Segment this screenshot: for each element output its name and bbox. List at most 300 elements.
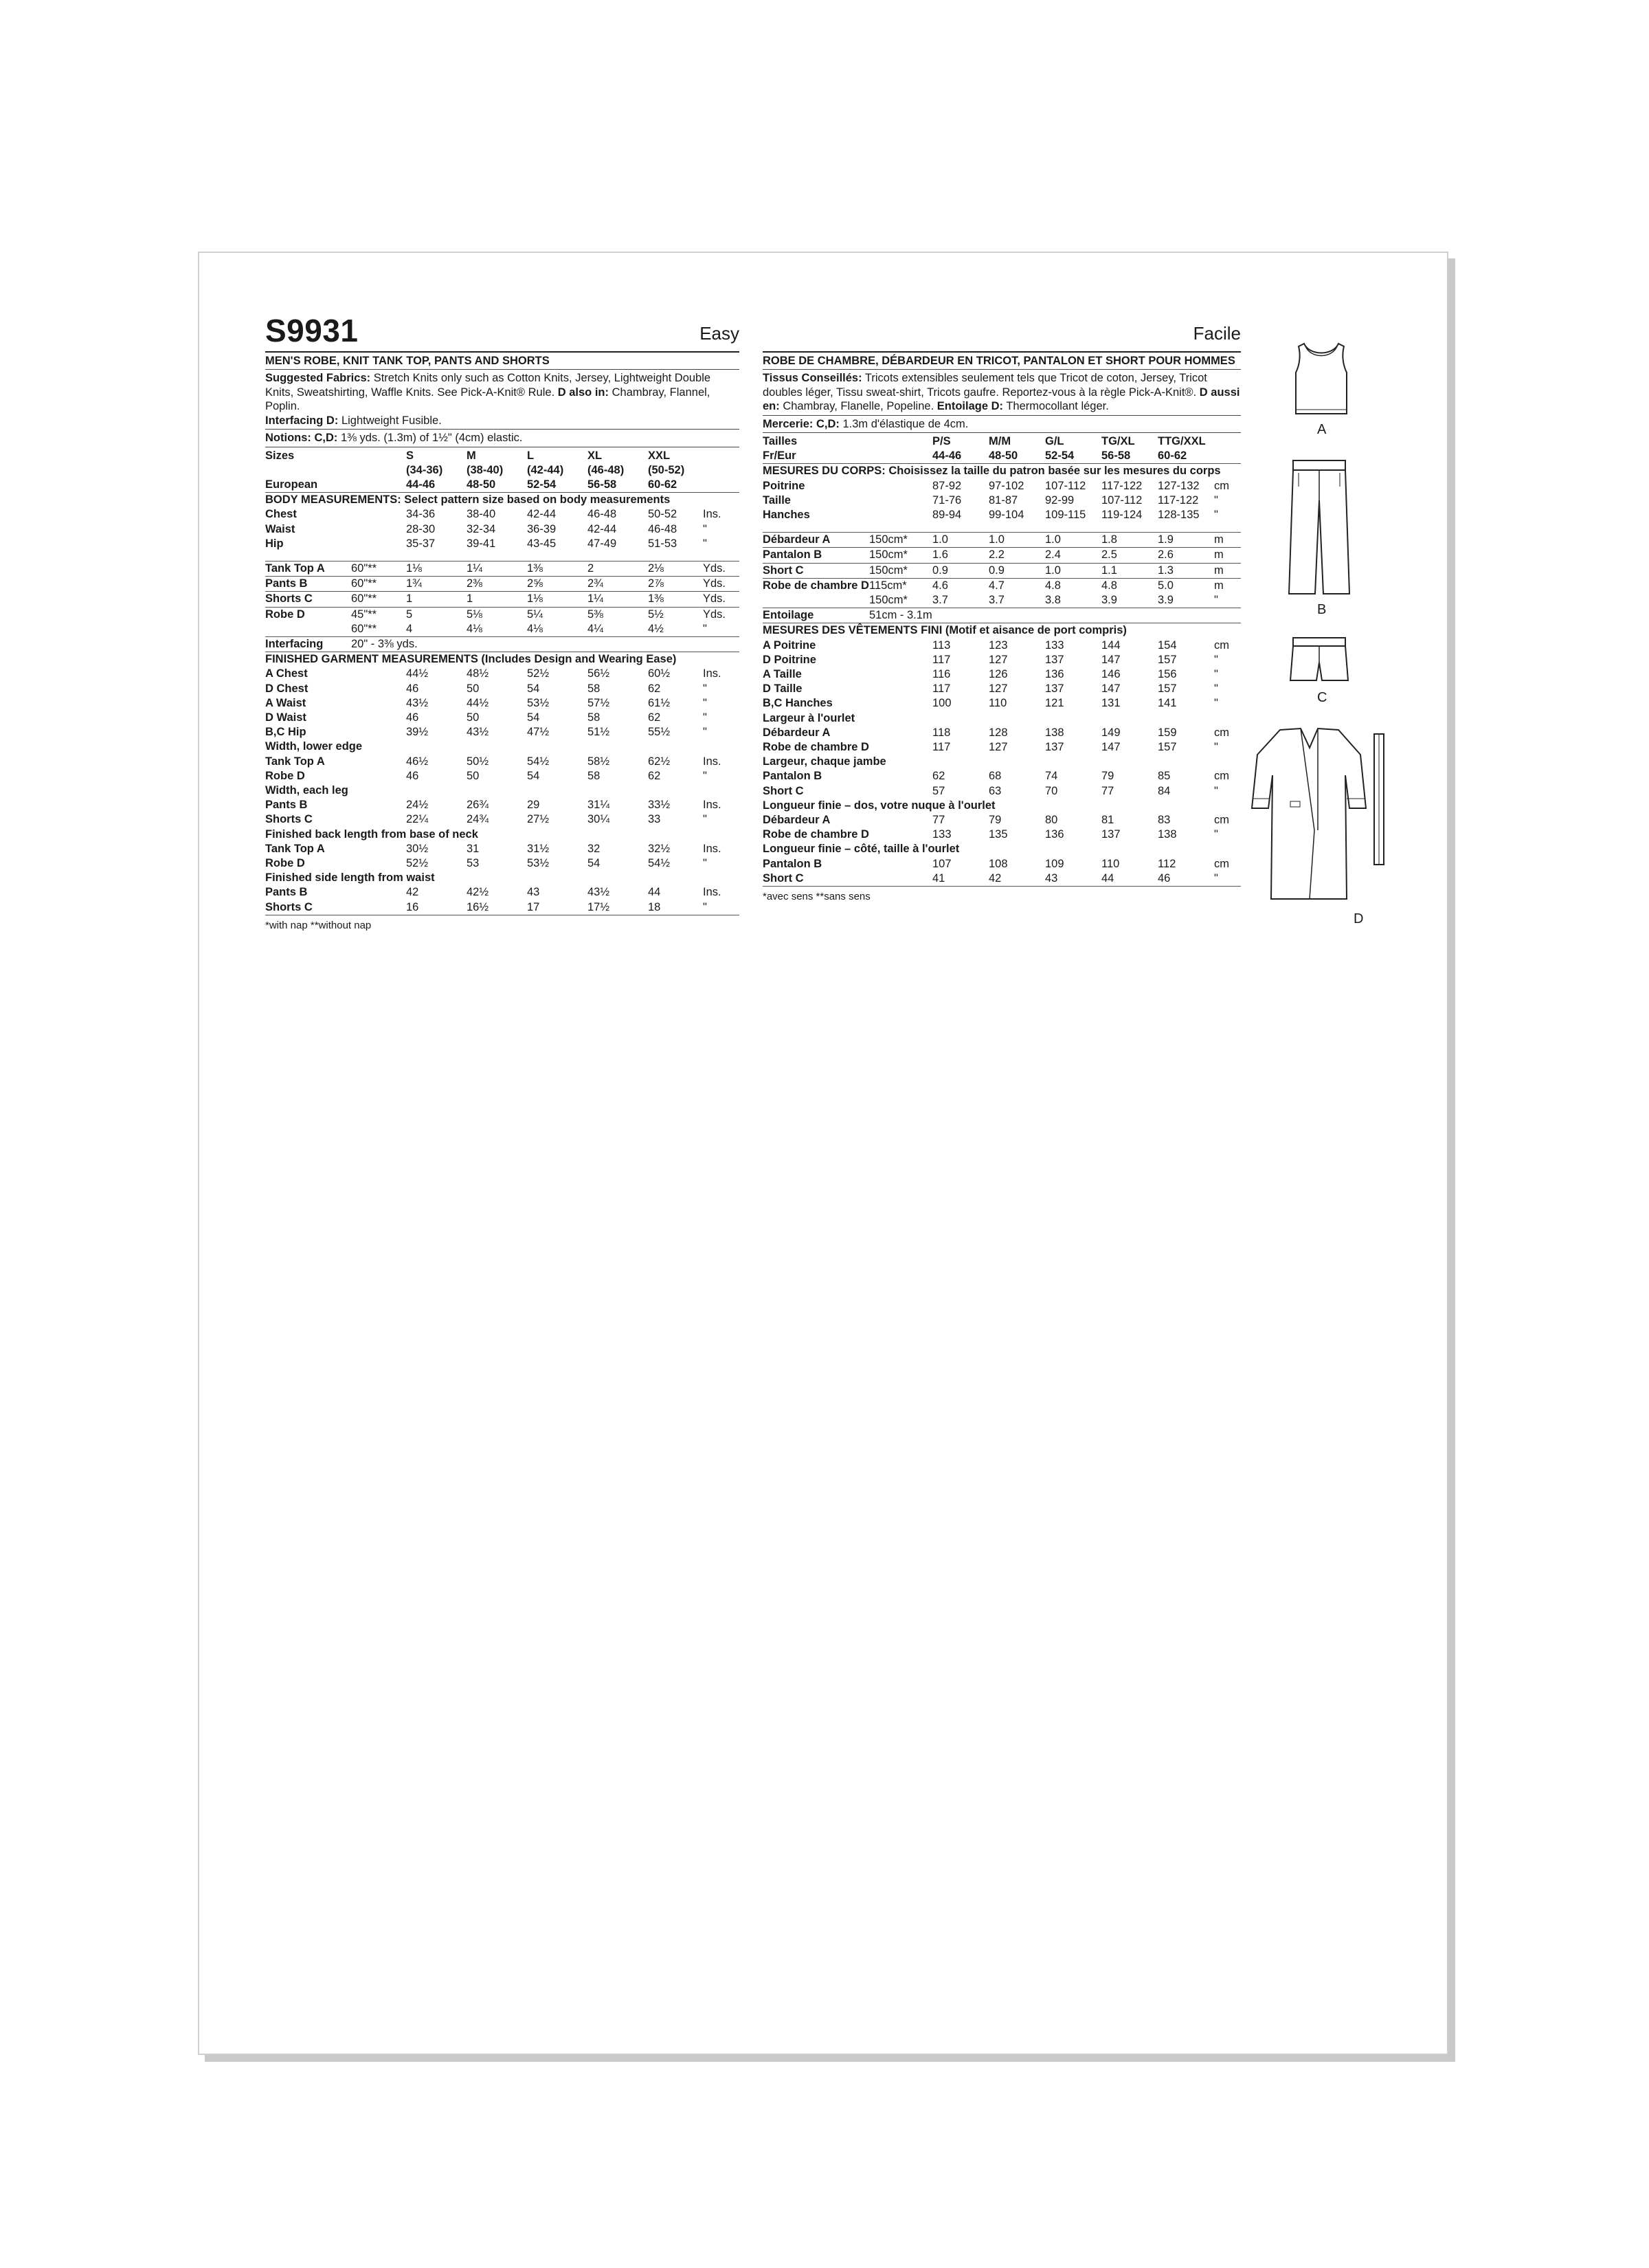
cell-value: 54½ (527, 755, 550, 768)
spacer (703, 478, 739, 493)
unit: " (703, 622, 739, 637)
cell-value: 35-37 (406, 537, 436, 550)
row-label: Robe de chambre D (763, 741, 869, 754)
cell-value: 1 (467, 592, 527, 607)
spacer (351, 856, 406, 871)
table-row (763, 508, 1241, 522)
interfacing-text: Interfacing D: Lightweight Fusible. (265, 414, 442, 427)
row-label: Entoilage (763, 608, 869, 623)
cell-value: 1.9 (1158, 533, 1214, 548)
cell-value: 146 (1101, 668, 1121, 681)
table-row (763, 493, 1241, 508)
yardage-row (265, 622, 739, 637)
cell-value: 81-87 (989, 493, 1018, 507)
row-label: Pantalon B (763, 770, 822, 783)
fabric-width: 60"** (351, 561, 406, 576)
cell-value: 83 (1158, 814, 1171, 827)
row-label: Waist (265, 522, 295, 535)
spacer (265, 551, 351, 562)
cell-value: 147 (1101, 741, 1121, 754)
cell-value: 4½ (648, 622, 703, 637)
cell-value: 1¾ (406, 577, 467, 592)
table-row (265, 871, 739, 885)
cell-value: 87-92 (932, 479, 962, 492)
cell-value: 2.6 (1158, 548, 1214, 563)
row-label: B,C Hip (265, 726, 306, 739)
table-row (763, 813, 1241, 827)
cell-value: 117-122 (1101, 479, 1143, 492)
cell-value: 138 (1045, 726, 1064, 739)
row-label: B,C Hanches (763, 697, 833, 710)
cell-value: 52½ (406, 856, 429, 869)
cell-value: 39½ (406, 726, 429, 739)
cell-value: 42 (989, 871, 1045, 887)
european-size: 60-62 (648, 478, 703, 493)
european-row (763, 449, 1241, 464)
european-size: 60-62 (1158, 449, 1214, 464)
cell-value: 137 (1045, 653, 1064, 666)
cell-value: 62 (932, 770, 945, 783)
spacer (467, 551, 527, 562)
cell-value: 126 (989, 668, 1008, 681)
table-row (763, 653, 1241, 667)
spacer (351, 463, 406, 478)
cell-value: 97-102 (989, 479, 1024, 492)
cell-value: 117 (932, 653, 951, 666)
cell-value: 52½ (527, 667, 550, 680)
cell-value: 24½ (406, 799, 429, 812)
european-size: 44-46 (932, 449, 989, 464)
spacer (351, 667, 406, 681)
cell-value: 137 (1045, 682, 1064, 696)
table-row (763, 842, 1241, 856)
cell-value: 55½ (648, 726, 671, 739)
cell-value: 42½ (467, 886, 489, 899)
unit: " (703, 682, 707, 695)
cell-value: 54 (527, 769, 540, 782)
cell-value: 62½ (648, 755, 671, 768)
unit: m (1214, 548, 1241, 563)
spacer (869, 696, 932, 711)
size-range: (42-44) (527, 463, 564, 476)
spacer (869, 638, 932, 653)
cell-value: 0.9 (989, 563, 1045, 578)
subheading: Width, lower edge (265, 740, 363, 753)
cell-value: 58½ (587, 755, 610, 768)
spacer (265, 463, 351, 478)
cell-value: 44 (1101, 871, 1158, 887)
interfacing-value: 51cm - 3.1m (869, 608, 1241, 623)
cell-value: 0.9 (932, 563, 989, 578)
row-label: Short C (763, 784, 804, 797)
row-label: Hip (265, 537, 284, 550)
cell-value: 2 (587, 561, 648, 576)
unit: " (1214, 697, 1218, 710)
unit: " (703, 900, 739, 915)
cell-value: 1.0 (1045, 563, 1101, 578)
cell-value: 159 (1158, 726, 1177, 739)
unit: cm (1214, 479, 1229, 492)
spacer (351, 537, 406, 551)
view-label-b: B (1317, 602, 1327, 617)
unit: " (1214, 668, 1218, 681)
unit: " (703, 522, 707, 535)
fabrics-text-fr: Tissus Conseillés: Tricots extensibles seulement tels que Tricot de coton, Jersey, Tricot doubles léger, Tissu sweat-shirt, Tricots gaufre. Reportez-vous à la règle Pick-A-Knit®. D aussi en: Chambray, Flanelle, Popeline. Entoilage D: Thermocollant léger. (763, 372, 1240, 412)
size-code: P/S (932, 435, 951, 447)
cell-value: 17½ (587, 900, 648, 915)
cell-value: 1¼ (587, 592, 648, 607)
cell-value: 50½ (467, 755, 489, 768)
cell-value: 4⅛ (527, 622, 587, 637)
table-row (265, 755, 739, 769)
cell-value: 123 (989, 638, 1008, 652)
subheading: Longueur finie – côté, taille à l'ourlet (763, 843, 960, 856)
cell-value: 47-49 (587, 537, 617, 550)
unit: Yds. (703, 592, 739, 607)
cell-value: 4.8 (1101, 579, 1117, 592)
fabric-width: 150cm* (869, 533, 932, 548)
cell-value: 74 (1045, 770, 1058, 783)
cell-value: 2¾ (587, 577, 648, 592)
unit: cm (1214, 770, 1229, 783)
cell-value: 1.6 (932, 548, 989, 563)
cell-value: 118 (932, 726, 951, 739)
unit: cm (1214, 857, 1229, 870)
yardage-row (763, 533, 1241, 548)
cell-value: 154 (1158, 638, 1177, 652)
cell-value: 149 (1101, 726, 1121, 739)
table-row (265, 696, 739, 711)
table-row (763, 769, 1241, 783)
cell-value: 62 (648, 682, 661, 695)
unit: cm (1214, 814, 1229, 827)
cell-value: 62 (648, 769, 661, 782)
row-label: Débardeur A (763, 533, 869, 548)
cell-value: 4.6 (932, 579, 948, 592)
size-code: TG/XL (1101, 435, 1135, 447)
yardage-row (763, 578, 1241, 593)
table-row (265, 885, 739, 900)
cell-value: 89-94 (932, 509, 962, 522)
subheading: Longueur finie – dos, votre nuque à l'ourlet (763, 799, 996, 812)
cell-value: 53 (467, 856, 480, 869)
size-ranges-row (265, 463, 739, 478)
unit: Yds. (703, 608, 726, 621)
table-row (265, 812, 739, 827)
size-code: XXL (648, 449, 671, 462)
row-label: A Poitrine (763, 638, 816, 652)
finished-heading (763, 623, 1241, 638)
table-row (265, 856, 739, 871)
french-column (763, 318, 1241, 904)
unit: Ins. (703, 799, 721, 812)
cell-value: 100 (932, 697, 952, 710)
yardage-row (763, 563, 1241, 578)
table-row (763, 479, 1241, 493)
cell-value: 32 (587, 842, 601, 855)
tank-top-icon (1290, 342, 1352, 418)
unit: " (1214, 871, 1241, 887)
spacer (869, 827, 932, 842)
table-row (763, 682, 1241, 696)
spacer (351, 798, 406, 812)
cell-value: 147 (1101, 653, 1121, 666)
cell-value: 2.5 (1101, 548, 1158, 563)
spacer (869, 667, 932, 682)
robe-icon (1249, 727, 1387, 906)
spacer (587, 551, 648, 562)
cell-value: 29 (527, 799, 540, 812)
row-label: Robe D (265, 608, 305, 621)
cell-value: 38-40 (467, 508, 496, 521)
spacer (351, 711, 406, 725)
row-label: Pants B (265, 577, 351, 592)
spacer (351, 551, 406, 562)
cell-value: 56½ (587, 667, 610, 680)
cell-value: 4 (406, 622, 467, 637)
body-heading (763, 464, 1241, 479)
table-row (763, 799, 1241, 813)
cell-value: 79 (989, 814, 1002, 827)
unit: " (1214, 593, 1241, 608)
table-row (763, 711, 1241, 726)
interfacing-row (265, 636, 739, 652)
cell-value: 5¼ (527, 608, 543, 621)
european-size: 48-50 (467, 478, 527, 493)
cell-value: 43½ (467, 726, 489, 739)
cell-value: 58 (587, 711, 601, 724)
european-size: 56-58 (1101, 449, 1158, 464)
cell-value: 141 (1158, 697, 1177, 710)
unit: " (703, 711, 707, 724)
cell-value: 43-45 (527, 537, 557, 550)
unit: " (703, 769, 707, 782)
unit: cm (1214, 638, 1229, 652)
cell-value: 42 (406, 886, 419, 899)
cell-value: 16½ (467, 900, 527, 915)
section-heading: MESURES DES VÊTEMENTS FINI (Motif et aisance de port compris) (763, 624, 1127, 637)
spacer (869, 740, 932, 755)
cell-value: 3.8 (1045, 593, 1101, 608)
spacer (1214, 449, 1241, 464)
spacer (869, 493, 932, 508)
unit: Ins. (703, 508, 721, 521)
table-row (265, 827, 739, 842)
cell-value: 80 (1045, 814, 1058, 827)
cell-value: 1⅛ (406, 561, 467, 576)
cell-value: 58 (587, 682, 601, 695)
section-heading: MESURES DU CORPS: Choisissez la taille du patron basée sur les mesures du corps (763, 465, 1221, 478)
cell-value: 112 (1158, 857, 1176, 870)
cell-value: 144 (1101, 638, 1121, 652)
cell-value: 116 (932, 668, 951, 681)
unit: Ins. (703, 755, 721, 768)
row-label: Short C (763, 871, 869, 887)
cell-value: 46-48 (587, 508, 617, 521)
notions-text: Notions: C,D: 1⅜ yds. (1.3m) of 1½" (4cm) elastic. (265, 432, 523, 444)
spacer (869, 682, 932, 696)
cell-value: 31½ (527, 842, 550, 855)
cell-value: 54 (587, 856, 601, 869)
cell-value: 2.2 (989, 548, 1045, 563)
cell-value: 50 (467, 682, 480, 695)
footnote: *with nap **without nap (265, 919, 372, 931)
spacer (989, 522, 1045, 533)
cell-value: 3.7 (932, 593, 989, 608)
table-row (265, 798, 739, 812)
cell-value: 54 (527, 682, 540, 695)
spacer (351, 522, 406, 537)
cell-value: 136 (1045, 828, 1064, 841)
cell-value: 5⅛ (467, 608, 482, 621)
table-row (763, 696, 1241, 711)
cell-value: 31¼ (587, 799, 610, 812)
unit: Ins. (703, 886, 721, 899)
row-label: Chest (265, 508, 297, 521)
table-row (265, 507, 739, 522)
cell-value: 121 (1045, 697, 1064, 710)
size-code: L (527, 449, 535, 462)
cell-value: 119-124 (1101, 509, 1143, 522)
cell-value: 46 (406, 682, 419, 695)
spacer (351, 900, 406, 915)
row-label: A Chest (265, 667, 308, 680)
spacer (869, 769, 932, 783)
cell-value: 138 (1158, 828, 1177, 841)
cell-value: 156 (1158, 668, 1177, 681)
cell-value: 85 (1158, 770, 1171, 783)
unit: " (703, 537, 707, 550)
cell-value: 4¼ (587, 622, 648, 637)
cell-value: 47½ (527, 726, 550, 739)
cell-value: 1.3 (1158, 563, 1214, 578)
spacer (869, 871, 932, 887)
cell-value: 1 (406, 592, 467, 607)
cell-value: 18 (648, 900, 703, 915)
table-row (265, 725, 739, 740)
unit: m (1214, 579, 1224, 592)
table-row (763, 667, 1241, 682)
cell-value: 157 (1158, 741, 1177, 754)
spacer (1045, 522, 1101, 533)
cell-value: 4.8 (1045, 579, 1061, 592)
cell-value: 30½ (406, 842, 429, 855)
european-row (265, 478, 739, 493)
size-range: (46-48) (587, 463, 625, 476)
sizes-row (265, 449, 739, 463)
cell-value: 43 (527, 886, 540, 899)
row-label: Robe de chambre D (763, 579, 869, 592)
row-label: D Poitrine (763, 653, 816, 666)
cell-value: 43 (1045, 871, 1101, 887)
yardage-row (763, 548, 1241, 563)
size-range: (50-52) (648, 463, 685, 476)
cell-value: 127 (989, 741, 1008, 754)
cell-value: 1.8 (1101, 533, 1158, 548)
spacer (351, 812, 406, 827)
cell-value: 109 (1045, 857, 1064, 870)
cell-value: 26¾ (467, 799, 489, 812)
spacer (869, 653, 932, 667)
cell-value: 44½ (406, 667, 429, 680)
cell-value: 2.4 (1045, 548, 1101, 563)
table-row (763, 871, 1241, 887)
fabric-width: 150cm* (869, 563, 932, 578)
european-size: 52-54 (1045, 449, 1101, 464)
cell-value: 42-44 (527, 508, 557, 521)
cell-value: 24¾ (467, 813, 489, 826)
spacer (1214, 522, 1241, 533)
cell-value: 30¼ (587, 813, 610, 826)
cell-value: 43½ (406, 696, 429, 709)
cell-value: 17 (527, 900, 587, 915)
cell-value: 28-30 (406, 522, 436, 535)
size-code: S (406, 449, 414, 462)
row-label: A Taille (763, 668, 802, 681)
difficulty-label-fr: Facile (1193, 323, 1241, 344)
unit: " (1214, 828, 1218, 841)
cell-value: 107 (932, 857, 952, 870)
spacer (869, 434, 932, 449)
cell-value: 41 (932, 871, 989, 887)
spacer (351, 725, 406, 740)
unit: " (1214, 682, 1218, 696)
cell-value: 99-104 (989, 509, 1024, 522)
cell-value: 43½ (587, 886, 610, 899)
cell-value: 4⅛ (467, 622, 527, 637)
cell-value: 1⅛ (527, 592, 587, 607)
unit: " (703, 856, 707, 869)
european-size: 48-50 (989, 449, 1045, 464)
row-label: Pants B (265, 799, 308, 812)
subheading: Largeur, chaque jambe (763, 755, 886, 768)
cell-value: 50 (467, 711, 480, 724)
cell-value: 1.1 (1101, 563, 1158, 578)
row-label: Shorts C (265, 592, 351, 607)
fabric-width: 150cm* (869, 593, 932, 608)
unit: " (703, 813, 707, 826)
cell-value: 33½ (648, 799, 671, 812)
fabric-width: 45"** (351, 608, 377, 621)
table-row (265, 740, 739, 754)
unit: " (703, 726, 707, 739)
garment-views (1249, 342, 1435, 926)
fabric-width: 60"** (351, 577, 406, 592)
cell-value: 31 (467, 842, 480, 855)
cell-value: 46-48 (648, 522, 677, 535)
table-row (763, 638, 1241, 653)
unit: cm (1214, 726, 1229, 739)
sizes-label: Sizes (265, 449, 295, 462)
european-label: Fr/Eur (763, 449, 869, 464)
spacer (869, 784, 932, 799)
cell-value: 60½ (648, 667, 671, 680)
english-header (265, 313, 739, 349)
english-column (265, 313, 739, 933)
sizes-label: Tailles (763, 435, 798, 447)
table-row (763, 784, 1241, 799)
cell-value: 16 (406, 900, 467, 915)
spacer (869, 726, 932, 740)
cell-value: 46½ (406, 755, 429, 768)
french-header (763, 318, 1241, 349)
spacer (869, 449, 932, 464)
fabric-width: 60"** (351, 592, 406, 607)
pattern-number: S9931 (265, 313, 359, 348)
spacer (1101, 522, 1158, 533)
spacer (351, 507, 406, 522)
yardage-row (265, 592, 739, 607)
